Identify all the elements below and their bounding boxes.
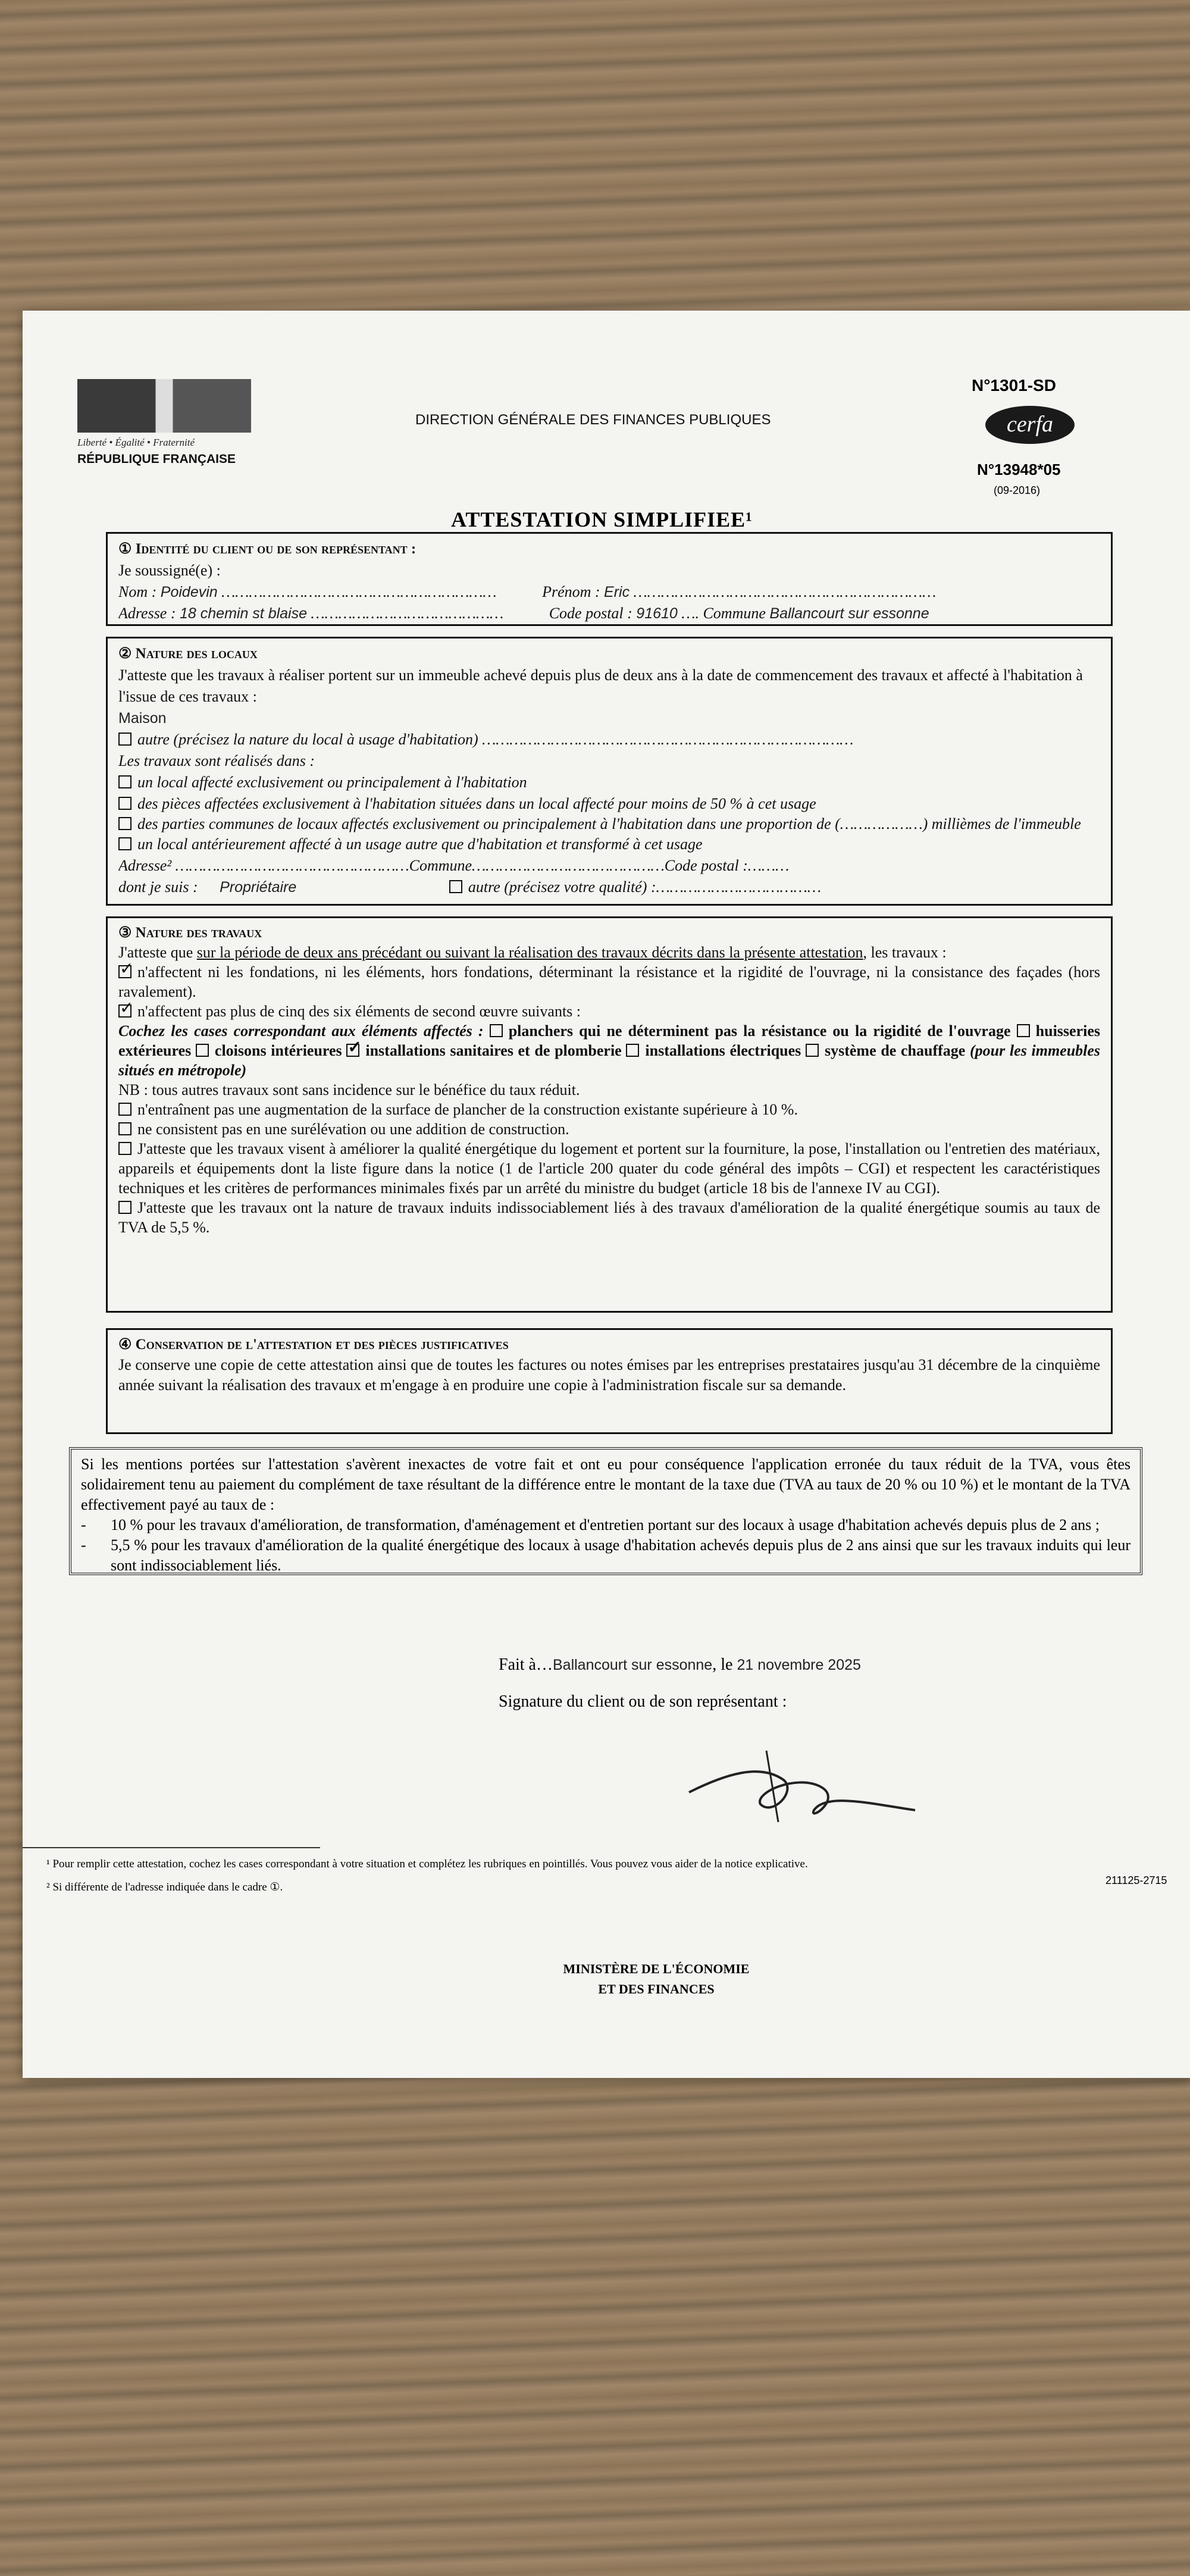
opt4-checkbox[interactable] (118, 837, 131, 850)
warning-box: Si les mentions portées sur l'attestation s'avèrent inexactes de votre fait et ont eu pour conséquence l'application erronée du taux réduit de la TVA, vous êtes solidairement tenu au paiement du complément de taxe résultant de la différence entre le montant de la taxe due (TVA au taux de 20 % ou 10 %) et le montant de la TVA effectivement payé au taux de : - 10 % pour les travaux d'amélioration, de transformation, d'aménagement et d'entretien portant sur des locaux à usage d'habitation achevés depuis plus de 2 ans ; - 5,5 % pour les travaux d'amélioration de la qualité énergétique des locaux à usage d'habitation achevés depuis plus de 2 ans ainsi que sur les travaux induits qui leur sont indissociablement liés. (69, 1447, 1142, 1575)
republique-francaise: RÉPUBLIQUE FRANÇAISE (77, 452, 236, 466)
autre-qualite-checkbox[interactable] (449, 880, 462, 893)
dont-je-suis-label: dont je suis : (118, 878, 198, 896)
section3-intro-a: J'atteste que (118, 944, 197, 961)
section1-title: ① Identité du client ou de son représentant : (118, 541, 416, 557)
warning-text: Si les mentions portées sur l'attestation s'avèrent inexactes de votre fait et ont eu pour conséquence l'application erronée du taux réduit de la TVA, vous êtes solidairement tenu au paiement du complément de taxe résultant de la différence entre le montant de la taxe due (TVA au taux de 20 % ou 10 %) et le montant de la TVA effectivement payé au taux de : (81, 1456, 1130, 1513)
opt3-checkbox[interactable] (118, 817, 131, 830)
item3-checkbox[interactable] (118, 1103, 131, 1116)
item1-checkbox[interactable] (118, 965, 131, 978)
republic-motto: Liberté • Égalité • Fraternité (77, 437, 195, 448)
cerfa-number: N°13948*05 (977, 461, 1061, 478)
item5-label: J'atteste que les travaux visent à améliorer la qualité énergétique du logement et portent sur la fourniture, la pose, l'installation ou l'entretien des matériaux, appareils et équipements dont la liste figure dans la notice (1 de l'article 200 quater du code général des impôts – CGI) et respectent les caractéristiques techniques et les critères de performances minimales fixés par un arrêté du ministre du budget (article 18 bis de l'annexe IV au CGI). (118, 1140, 1100, 1197)
autre-qualite-label: autre (précisez votre qualité) :……………………………… (468, 878, 822, 896)
nb-label: NB : tous autres travaux sont sans incidence sur le bénéfice du taux réduit. (118, 1081, 580, 1098)
prenom-label: Prénom : (542, 583, 600, 600)
soussigne-label: Je soussigné(e) : (118, 562, 221, 579)
section4-title: ④ Conservation de l'attestation et des pièces justificatives (118, 1336, 509, 1353)
item6-checkbox[interactable] (118, 1201, 131, 1214)
el1-label: planchers qui ne déterminent pas la résistance ou la rigidité de l'ouvrage (508, 1022, 1011, 1040)
signature-label: Signature du client ou de son représentant : (499, 1692, 787, 1711)
nom-field[interactable]: Poidevin (160, 584, 218, 600)
section-identity: ① Identité du client ou de son représentant : Je soussigné(e) : Nom : Poidevin …………………………………………………… Prénom : Eric ………………………………………………………… Adresse : 18 chemin st blaise …………………………………… Code postal : 91610 …. Commune Ballancourt sur essonne (106, 532, 1113, 626)
el5-checkbox[interactable] (626, 1044, 639, 1057)
el6-note: (pour les immeubles situés en métropole) (118, 1042, 1101, 1079)
fait-a-line (499, 1655, 861, 1674)
el2-checkbox[interactable] (1017, 1024, 1030, 1037)
commune-field[interactable]: Ballancourt sur essonne (769, 605, 929, 622)
el1-checkbox[interactable] (490, 1024, 503, 1037)
section3-intro-b: , les travaux : (863, 944, 947, 961)
item3-label: n'entraînent pas une augmentation de la surface de plancher de la construction existante supérieure à 10 %. (137, 1101, 798, 1118)
section3-title: ③ Nature des travaux (118, 925, 262, 941)
qualite-field[interactable]: Propriétaire (220, 879, 297, 896)
travaux-dans-label: Les travaux sont réalisés dans : (118, 752, 315, 769)
opt2-label: des pièces affectées exclusivement à l'habitation situées dans un local affecté pour moins de 50 % à cet usage (137, 795, 816, 812)
el2-label: huisseries extérieures (118, 1022, 1100, 1059)
item4-checkbox[interactable] (118, 1122, 131, 1135)
item2-label: n'affectent pas plus de cinq des six éléments de second œuvre suivants : (137, 1003, 581, 1020)
adresse-field[interactable]: 18 chemin st blaise (180, 605, 308, 622)
section4-text: Je conserve une copie de cette attestation ainsi que de toutes les factures ou notes émises par les entreprises prestataires jusqu'au 31 décembre de la cinquième année suivant la réalisation des travaux et m'engage à en produire une copie à l'administration fiscale sur sa demande. (118, 1356, 1100, 1394)
opt1-label: un local affecté exclusivement ou principalement à l'habitation (137, 774, 527, 791)
commune-label: Commune (703, 605, 766, 622)
direction-title: DIRECTION GÉNÉRALE DES FINANCES PUBLIQUES (415, 412, 771, 428)
el4-checkbox[interactable] (346, 1044, 359, 1057)
section2-intro: J'atteste que les travaux à réaliser portent sur un immeuble achevé depuis plus de deux ans à la date de commencement des travaux et affecté à l'habitation à l'issue de ces travaux : (118, 666, 1083, 705)
el6-checkbox[interactable] (806, 1044, 819, 1057)
item5-checkbox[interactable] (118, 1142, 131, 1155)
section2-title: ② Nature des locaux (118, 646, 258, 662)
section-nature-locaux: ② Nature des locaux J'atteste que les travaux à réaliser portent sur un immeuble achevé depuis plus de deux ans à la date de commencement des travaux et affecté à l'habitation à l'issue de ces travaux : Maison autre (précisez la nature du local à usage d'habitation) ……………………………………………………………………… Les travaux sont réalisés dans : un local affecté exclusivement ou principalement à l'habitation des pièces affectées exclusivement à l'habitation situées dans un local affecté pour moins de 50 % à cet usage des parties communes de locaux affectés exclusivement ou principalement à l'habitation dans une proportion de (………………) millièmes de l'immeuble un local antérieurement affecté à un usage autre que d'habitation et transformé à cet usage Adresse² ……………………………………………Commune……………………………………Code postal :……… dont je suis : Propriétaire autre (précisez votre qualité) :……………………………… (106, 637, 1113, 906)
cochez-label: Cochez les cases correspondant aux éléments affectés : (118, 1022, 484, 1040)
item4-label: ne consistent pas en une surélévation ou une addition de construction. (137, 1120, 569, 1138)
lieu-field[interactable]: Ballancourt sur essonne (553, 1657, 713, 1673)
form-edition: (09-2016) (994, 484, 1041, 496)
el4-label: installations sanitaires et de plomberie (365, 1042, 622, 1059)
warning-bullet-2: 5,5 % pour les travaux d'amélioration de la qualité énergétique des locaux à usage d'habitation achevés depuis plus de 2 ans ainsi que sur les travaux induits qui leur sont indissociablement liés. (111, 1536, 1130, 1574)
marianne-logo (77, 379, 251, 433)
prenom-field[interactable]: Eric (604, 584, 630, 600)
nom-label: Nom : (118, 583, 157, 600)
cp-label: Code postal : (549, 605, 632, 622)
autre-local-label: autre (précisez la nature du local à usage d'habitation) (137, 731, 478, 748)
ministere-label: MINISTÈRE DE L'ÉCONOMIE ET DES FINANCES (563, 1961, 750, 1996)
item1-label: n'affectent ni les fondations, ni les éléments, hors fondations, déterminant la résistance et la rigidité de l'ouvrage, ni la consistance des façades (hors ravalement). (118, 963, 1100, 1000)
opt4-label: un local antérieurement affecté à un usage autre que d'habitation et transformé à cet usage (137, 835, 703, 853)
item6-label: J'atteste que les travaux ont la nature de travaux induits indissociablement liés à des travaux d'amélioration de la qualité énergétique soumis au taux de TVA de 5,5 %. (118, 1199, 1100, 1236)
date-field[interactable]: 21 novembre 2025 (737, 1657, 861, 1673)
cerfa-logo: cerfa (985, 406, 1075, 444)
adresse-label: Adresse : (118, 605, 176, 622)
section3-intro-period: sur la période de deux ans précédant ou suivant la réalisation des travaux décrits dans la présente attestation (196, 944, 863, 961)
autre-local-checkbox[interactable] (118, 733, 131, 746)
el6-label: système de chauffage (825, 1042, 966, 1059)
item2-checkbox[interactable] (118, 1004, 131, 1018)
el3-checkbox[interactable] (196, 1044, 209, 1057)
opt3-label: des parties communes de locaux affectés exclusivement ou principalement à l'habitation dans une proportion de (………………) millièmes de l'immeuble (137, 815, 1081, 832)
warning-bullet-1: 10 % pour les travaux d'amélioration, de transformation, d'aménagement et d'entretien portant sur des locaux à usage d'habitation achevés depuis plus de 2 ans ; (111, 1516, 1100, 1533)
handwritten-signature (677, 1739, 927, 1828)
le-label: , le (712, 1655, 733, 1674)
opt1-checkbox[interactable] (118, 775, 131, 788)
cp-field[interactable]: 91610 (636, 605, 678, 622)
page-title: ATTESTATION SIMPLIFIEE¹ (451, 508, 753, 531)
adresse-local-line: Adresse² ……………………………………………Commune……………………………………Code postal :……… (118, 857, 790, 874)
form-number: N°1301-SD (972, 376, 1056, 395)
section-nature-travaux (106, 916, 1113, 1313)
form-sheet (23, 311, 1190, 2078)
section-conservation (106, 1328, 1113, 1434)
fait-a-label: Fait à… (499, 1655, 553, 1674)
opt2-checkbox[interactable] (118, 797, 131, 810)
form-code: 211125-2715 (1106, 1874, 1167, 1886)
el3-label: cloisons intérieures (214, 1042, 342, 1059)
footnote-rule (23, 1847, 320, 1848)
nature-local-field[interactable]: Maison (118, 710, 167, 727)
footnote-2: ² Si différente de l'adresse indiquée dans le cadre ①. (46, 1881, 283, 1893)
el5-label: installations électriques (645, 1042, 801, 1059)
footnote-1: ¹ Pour remplir cette attestation, cochez les cases correspondant à votre situation et complétez les rubriques en pointillés. Vous pouvez vous aider de la notice explicative. (46, 1858, 808, 1870)
